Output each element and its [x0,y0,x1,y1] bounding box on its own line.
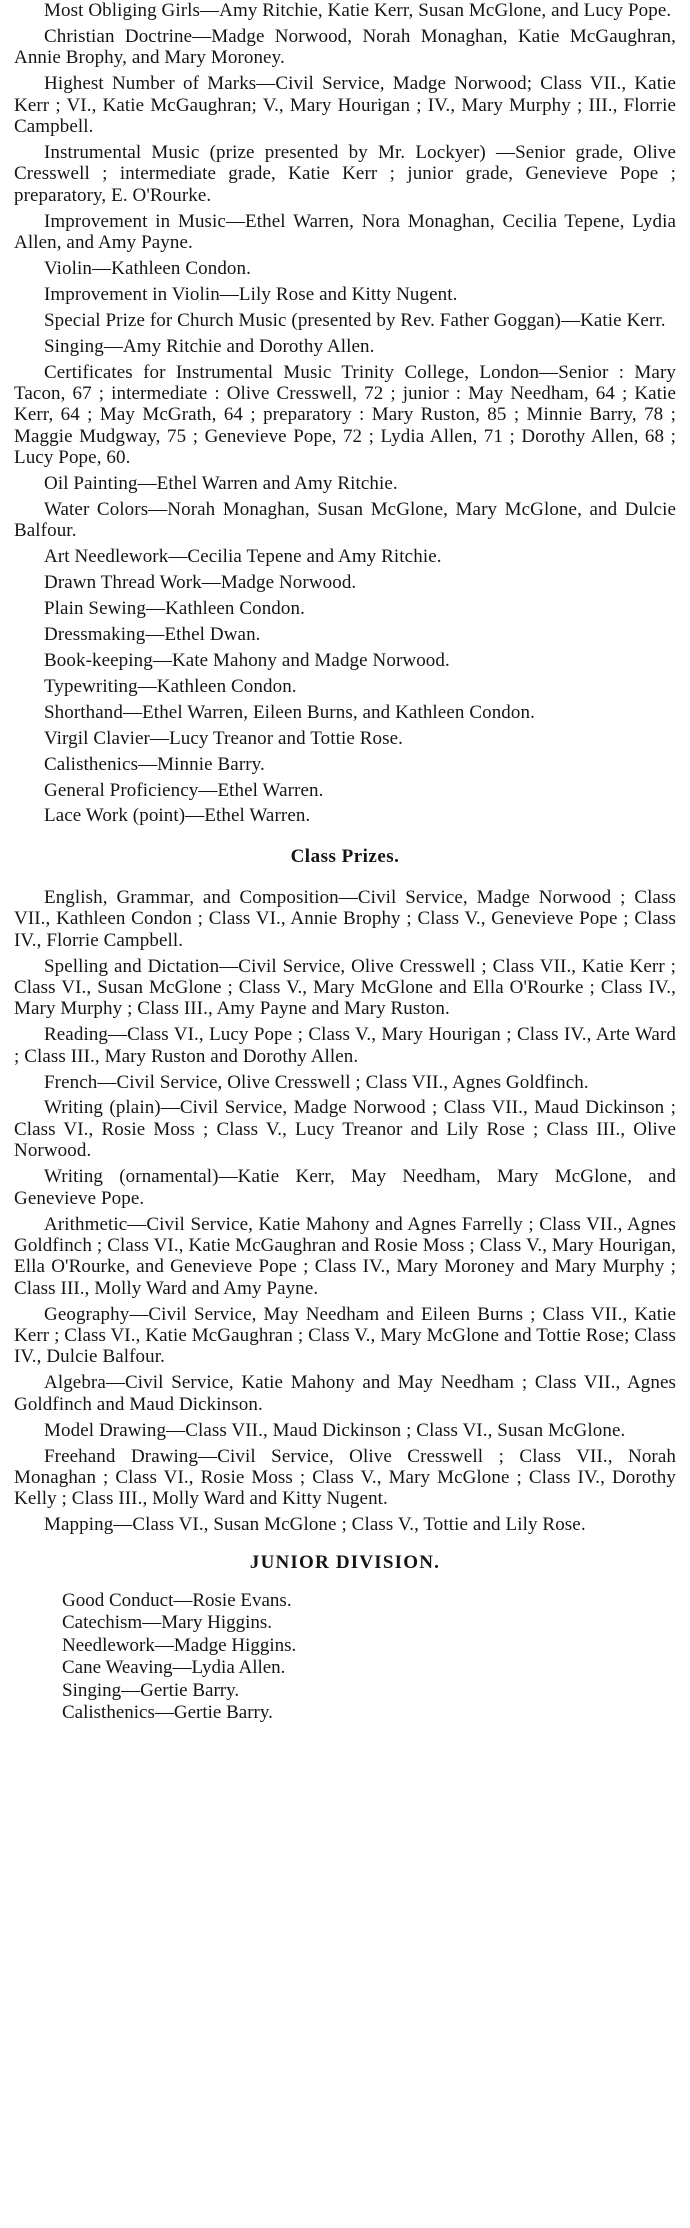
class-prize-entry: Geography—Civil Service, May Needham and Eileen Burns ; Class VII., Katie Kerr ; Class VI., Katie McGaughran ; Class V., Mary McGlone and Tottie Rose; Class IV., Dulcie Balfour. [14,1303,676,1368]
junior-prize-list [62,1590,676,1725]
prize-entry: Lace Work (point)—Ethel Warren. [44,805,311,827]
class-prize-entry: Freehand Drawing—Civil Service, Olive Cresswell ; Class VII., Norah Monaghan ; Class VI., Rosie Moss ; Class V., Mary McGlone ; Class IV., Dorothy Kelly ; Class III., Molly Ward and Kitty Nugent. [14,1445,676,1510]
junior-prize-entry: Singing—Gertie Barry. [62,1679,240,1701]
prize-entry: Instrumental Music (prize presented by Mr. Lockyer) —Senior grade, Olive Cresswell ; intermediate grade, Katie Kerr ; junior grade, Genevieve Pope ; preparatory, E. O'Rourke. [14,141,676,206]
class-prize-entry: Mapping—Class VI., Susan McGlone ; Class V., Tottie and Lily Rose. [44,1514,586,1536]
prize-entry: Shorthand—Ethel Warren, Eileen Burns, and Kathleen Condon. [44,701,535,723]
junior-division-heading: JUNIOR DIVISION. [249,1551,441,1573]
prize-entry: Drawn Thread Work—Madge Norwood. [44,572,357,594]
prize-list [14,0,676,827]
class-prize-entry: Arithmetic—Civil Service, Katie Mahony and Agnes Farrelly ; Class VII., Agnes Goldfinch ; Class VI., Katie McGaughran and Rosie Moss ; Class V., Mary Hourigan, Ella O'Rourke, and Genevieve Pope ; Class IV., Mary Moroney and Mary Murphy ; Class III., Molly Ward and Amy Payne. [14,1213,676,1299]
junior-prize-entry: Cane Weaving—Lydia Allen. [62,1657,286,1679]
prize-entry: Certificates for Instrumental Music Trinity College, London—Senior : Mary Tacon, 67 ; intermediate : Olive Cresswell, 72 ; junior : May Needham, 64 ; Katie Kerr, 64 ; May McGrath, 64 ; preparatory : Mary Ruston, 85 ; Minnie Barry, 78 ; Maggie Mudgway, 75 ; Genevieve Pope, 72 ; Lydia Allen, 71 ; Dorothy Allen, 68 ; Lucy Pope, 60. [14,361,676,469]
class-prize-entry: Algebra—Civil Service, Katie Mahony and May Needham ; Class VII., Agnes Goldfinch and Maud Dickinson. [14,1372,676,1415]
prize-entry: Violin—Kathleen Condon. [44,257,251,279]
prize-entry: Dressmaking—Ethel Dwan. [44,624,261,646]
prize-entry: Oil Painting—Ethel Warren and Amy Ritchie. [44,473,398,495]
junior-prize-entry: Good Conduct—Rosie Evans. [62,1589,292,1611]
class-prize-entry: Reading—Class VI., Lucy Pope ; Class V., Mary Hourigan ; Class IV., Arte Ward ; Class III., Mary Ruston and Dorothy Allen. [14,1024,676,1067]
prize-entry: Plain Sewing—Kathleen Condon. [44,598,305,620]
junior-prize-entry: Calisthenics—Gertie Barry. [62,1702,273,1724]
class-prize-entry: English, Grammar, and Composition—Civil Service, Madge Norwood ; Class VII., Kathleen Condon ; Class VI., Annie Brophy ; Class V., Genevieve Pope ; Class IV., Florrie Campbell. [14,886,676,951]
prize-entry: Improvement in Music—Ethel Warren, Nora Monaghan, Cecilia Tepene, Lydia Allen, and Amy Payne. [14,210,676,254]
prize-entry: Most Obliging Girls—Amy Ritchie, Katie Kerr, Susan McGlone, and Lucy Pope. [44,0,672,21]
class-prize-entry: French—Civil Service, Olive Cresswell ; Class VII., Agnes Goldfinch. [44,1071,589,1093]
prize-entry: Highest Number of Marks—Civil Service, Madge Norwood; Class VII., Katie Kerr ; VI., Katie McGaughran; V., Mary Hourigan ; IV., Mary Murphy ; III., Florrie Campbell. [14,73,676,138]
class-prize-entry: Model Drawing—Class VII., Maud Dickinson ; Class VI., Susan McGlone. [44,1419,626,1441]
junior-prize-entry: Catechism—Mary Higgins. [62,1612,273,1634]
prize-entry: Water Colors—Norah Monaghan, Susan McGlone, Mary McGlone, and Dulcie Balfour. [14,499,676,542]
prize-entry: Christian Doctrine—Madge Norwood, Norah Monaghan, Katie McGaughran, Annie Brophy, and Mary Moroney. [14,25,676,69]
junior-prize-entry: Needlework—Madge Higgins. [62,1634,297,1656]
prize-entry: Typewriting—Kathleen Condon. [44,675,297,697]
class-prize-entry: Writing (ornamental)—Katie Kerr, May Needham, Mary McGlone, and Genevieve Pope. [14,1166,676,1209]
prize-entry: General Proficiency—Ethel Warren. [44,779,324,801]
prize-entry: Improvement in Violin—Lily Rose and Kitty Nugent. [44,283,458,305]
prize-entry: Art Needlework—Cecilia Tepene and Amy Ritchie. [44,546,442,568]
prize-entry: Book-keeping—Kate Mahony and Madge Norwood. [44,649,450,671]
prize-entry: Virgil Clavier—Lucy Treanor and Tottie Rose. [44,727,404,749]
prize-entry: Special Prize for Church Music (presented by Rev. Father Goggan)—Katie Kerr. [44,309,666,331]
class-prize-list [14,887,676,1536]
class-prizes-heading: Class Prizes. [290,845,400,867]
prize-entry: Calisthenics—Minnie Barry. [44,753,265,775]
class-prize-entry: Writing (plain)—Civil Service, Madge Norwood ; Class VII., Maud Dickinson ; Class VI., Rosie Moss ; Class V., Lucy Treanor and Lily Rose ; Class III., Olive Norwood. [14,1097,676,1162]
prize-entry: Singing—Amy Ritchie and Dorothy Allen. [44,335,375,357]
class-prize-entry: Spelling and Dictation—Civil Service, Olive Cresswell ; Class VII., Katie Kerr ; Class VI., Susan McGlone ; Class V., Mary McGlone and Ella O'Rourke ; Class IV., Mary Murphy ; Class III., Amy Payne and Mary Ruston. [14,955,676,1020]
